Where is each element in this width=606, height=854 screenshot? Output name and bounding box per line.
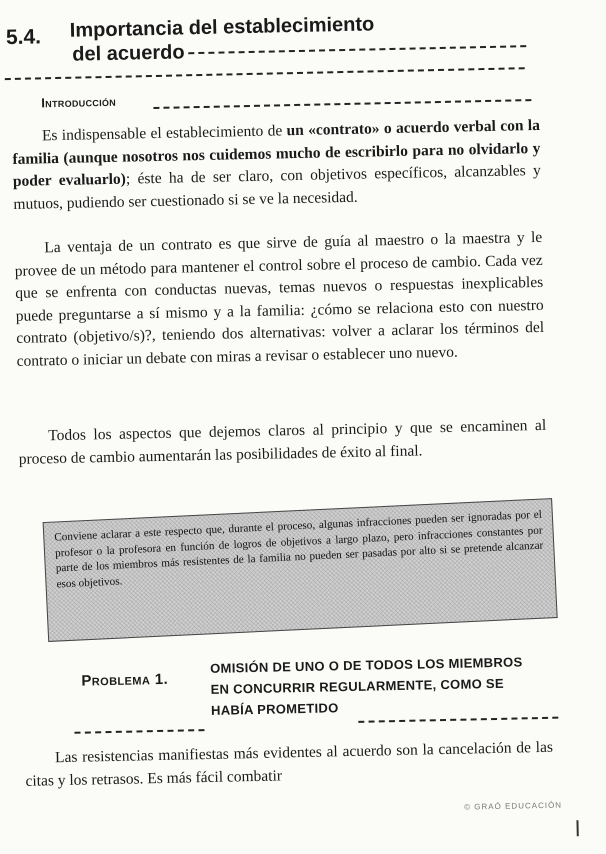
paragraph-4: Las resistencias manifiestas más evidentes al acuerdo son la cancelación de las citas y los retrasos. Es más fácil combatir: [25, 738, 554, 790]
problem-title-line-3: HABÍA PROMETIDO: [210, 700, 339, 718]
paragraph-2: La ventaja de un contrato es que sirve de guía al maestro o la maestra y le provee de un método para mantener el control sobre el proceso de cambio. Cada vez que se enfrenta con conductas nuevas, temas nuevos o respuestas inexplicables puede preguntarse a sí mismo y a la familia: ¿cómo se relaciona esto con nuestro contrato (objetivo/s)?, teniendo dos alternativas: volver a aclarar los términos del contrato o iniciar un debate con miras a revisar o establecer uno nuevo.: [14, 228, 545, 370]
problem-dash-rule-right: [358, 717, 558, 723]
problem-title: [210, 650, 571, 721]
paragraph-1-end: ; éste ha de ser claro, con objetivos específicos, alcanzables y mutuos, pudiendo ser cuestionado si se ve la necesidad.: [13, 162, 542, 213]
section-title-line-2: del acuerdo: [72, 41, 185, 66]
footer-copyright: © GRAÓ EDUCACIÓN: [464, 800, 563, 812]
intro-dash-rule: [153, 99, 531, 109]
problem-label: Problema 1.: [81, 670, 169, 690]
section-dash-rule: [5, 67, 525, 80]
section-title-line-1: Importancia del establecimiento: [69, 13, 375, 42]
section-number: 5.4.: [5, 25, 42, 50]
paragraph-1-bold: un «contrato» o acuerdo verbal con la familia (aunque nosotros nos cuidemos mucho de escribirlo para no olvidarlo y poder evaluarlo): [12, 116, 541, 191]
intro-heading: Introducción: [41, 93, 117, 111]
paragraph-3: Todos los aspectos que dejemos claros al principio y que se encaminen al proceso de cambio aumentarán las posibilidades de éxito al final.: [18, 416, 547, 468]
problem-title-line-2: EN CONCURRIR REGULARMENTE, COMO SE: [210, 675, 505, 697]
paragraph-1-start: Es indispensable el establecimiento de: [41, 122, 287, 145]
problem-dash-rule-left: [74, 729, 204, 734]
paragraph-1: [12, 115, 542, 216]
problem-title-line-1: OMISIÓN DE UNO O DE TODOS LOS MIEMBROS: [210, 654, 523, 676]
section-title: [70, 9, 541, 67]
page-edge-mark: [576, 820, 578, 836]
shaded-note-box: Conviene aclarar a este respecto que, durante el proceso, algunas infracciones pueden ser ignoradas por el profesor o la profesora en función de logros de objetivos a largo plazo, pero infracciones constantes por parte de los miembros más resistentes de la familia no pueden ser pasadas por alto si se pretende alcanzar esos objetivos.: [43, 498, 558, 642]
